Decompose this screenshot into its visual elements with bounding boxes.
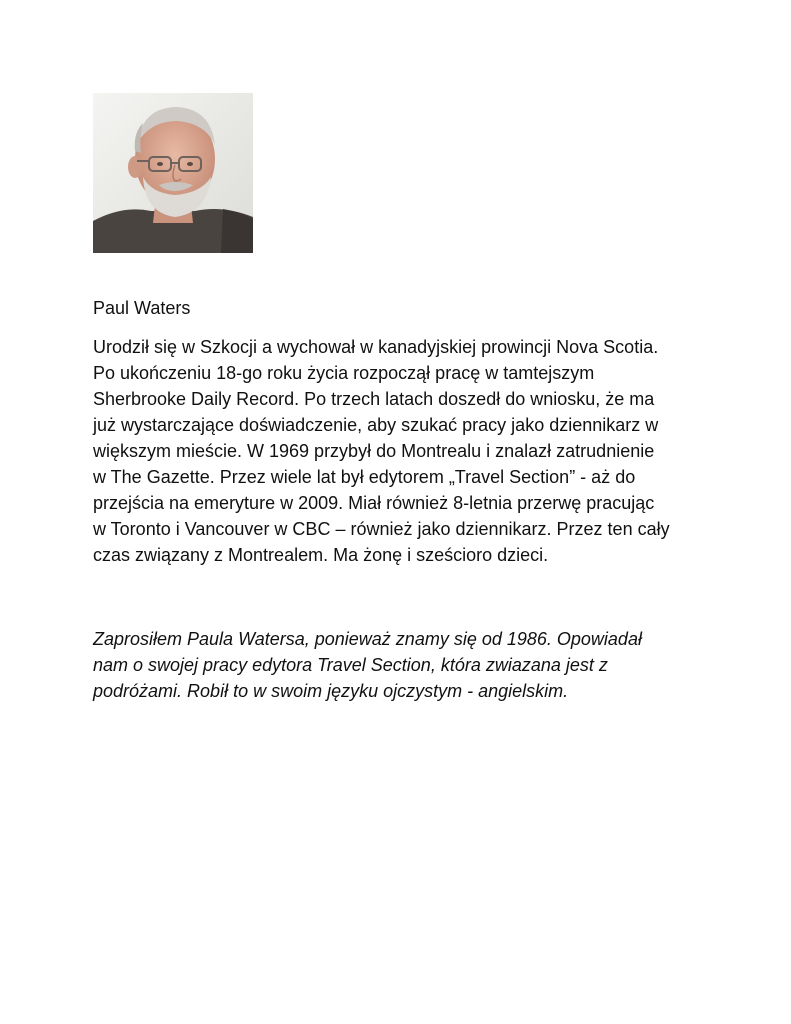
- bio-line: czas związany z Montrealem. Ma żonę i sześcioro dzieci.: [93, 545, 549, 565]
- bio-line: w Toronto i Vancouver w CBC – również jako dziennikarz. Przez ten cały: [93, 519, 670, 539]
- note-line: nam o swojej pracy edytora Travel Section, która zwiazana jest z: [93, 655, 608, 675]
- bio-line: już wystarczające doświadczenie, aby szukać pracy jako dziennikarz w: [93, 415, 659, 435]
- bio-line: Urodził się w Szkocji a wychował w kanadyjskiej prowincji Nova Scotia.: [93, 337, 659, 357]
- bio-line: Po ukończeniu 18-go roku życia rozpoczął pracę w tamtejszym: [93, 363, 595, 383]
- bio-paragraph: [93, 334, 703, 568]
- invitation-note: [93, 626, 703, 704]
- person-name: Paul Waters: [93, 298, 191, 318]
- bio-line: przejścia na emeryture w 2009. Miał również 8-letnia przerwę pracując: [93, 493, 655, 513]
- note-line: podróżami. Robił to w swoim języku ojczystym - angielskim.: [93, 681, 569, 701]
- bio-line: w The Gazette. Przez wiele lat był edytorem „Travel Section” - aż do: [93, 467, 636, 487]
- note-line: Zaprosiłem Paula Watersa, ponieważ znamy się od 1986. Opowiadał: [93, 629, 642, 649]
- bio-line: większym mieście. W 1969 przybył do Montrealu i znalazł zatrudnienie: [93, 441, 655, 461]
- portrait-photo: [93, 93, 253, 253]
- bio-line: Sherbrooke Daily Record. Po trzech latach doszedł do wniosku, że ma: [93, 389, 655, 409]
